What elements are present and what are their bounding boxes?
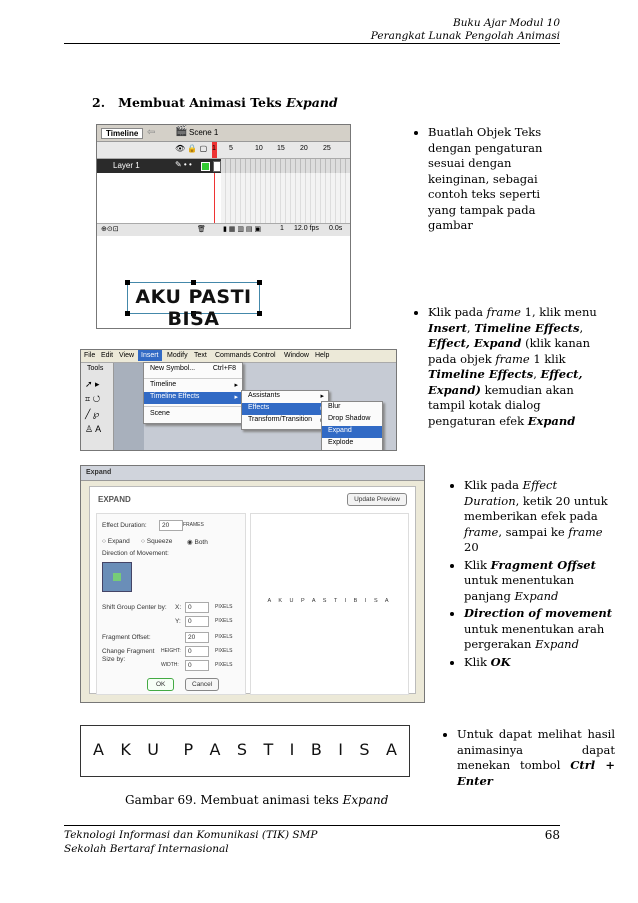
playhead-line — [214, 173, 215, 223]
tools-label: Tools — [87, 365, 104, 372]
tool-icons[interactable]: ➚ ▸ ⌗ ↺ ╱ ℘ ♙ A — [85, 379, 102, 434]
y-input[interactable]: 0 — [185, 616, 209, 627]
insert-menu — [143, 362, 243, 424]
tick-20: 20 — [300, 145, 308, 152]
status-time: 0.0s — [329, 225, 343, 232]
offset-label: Fragment Offset: — [102, 634, 151, 641]
timeline-status-bar — [97, 223, 350, 236]
letter: A — [209, 740, 221, 759]
y-label: Y: — [175, 618, 181, 625]
shift-label: Shift Group Center by: — [102, 604, 167, 611]
submenu-arrow-icon: ▸ — [320, 393, 324, 400]
letter: T — [263, 740, 274, 759]
bullet-3d: • Klik OK — [464, 655, 614, 671]
x-label: X: — [175, 604, 182, 611]
insert-scene[interactable] — [144, 409, 242, 421]
footer-line2: Sekolah Bertaraf Internasional — [64, 843, 229, 855]
direction-center[interactable] — [113, 573, 121, 581]
effect-blur[interactable]: Blur — [328, 403, 341, 410]
layer-row[interactable] — [97, 159, 350, 173]
width-input[interactable]: 0 — [185, 660, 209, 671]
bullet-4: • Untuk dapat melihat hasil animasinya dapat menekan tombol Ctrl + Enter — [457, 727, 615, 789]
menu-text[interactable]: Text — [194, 352, 207, 359]
preview-text: A K U P A S T I B I S A — [267, 598, 392, 604]
stage-strip — [114, 363, 144, 450]
outline-box[interactable] — [201, 162, 210, 171]
pencil-icon: ✎ • • — [175, 160, 192, 169]
effect-expand[interactable]: Expand — [322, 426, 382, 438]
timeline-effects-label: Timeline Effects — [150, 393, 200, 400]
new-symbol-shortcut: Ctrl+F8 — [212, 365, 236, 372]
offset-input[interactable]: 20 — [185, 632, 209, 643]
footer — [64, 828, 317, 856]
text-bounding-box[interactable] — [127, 282, 260, 329]
letter: S — [236, 740, 248, 759]
result-screenshot — [80, 725, 410, 777]
radio-both[interactable]: ◉ Both — [187, 539, 208, 546]
keyframe[interactable] — [213, 161, 221, 172]
menu-commands[interactable]: Commands — [215, 352, 251, 359]
timeline-label: Timeline — [150, 381, 177, 388]
dialog-window-title: Expand — [86, 469, 112, 476]
bullet-list-2 — [408, 305, 608, 435]
letter: K — [120, 740, 131, 759]
y-unit: PIXELS — [215, 618, 233, 624]
cancel-button[interactable]: Cancel — [185, 678, 219, 691]
x-unit: PIXELS — [215, 604, 233, 610]
update-preview-button[interactable]: Update Preview — [347, 493, 407, 506]
letter: P — [183, 740, 194, 759]
section-title — [92, 95, 338, 110]
bullet-list-1 — [408, 125, 568, 240]
timeline-tabbar — [97, 125, 350, 142]
offset-unit: PIXELS — [215, 634, 233, 640]
timeline-screenshot — [96, 124, 351, 329]
footer-rule — [64, 825, 560, 826]
section-title-text: Membuat Animasi Teks — [118, 95, 282, 110]
settings-panel — [96, 513, 246, 695]
duration-input[interactable]: 20 — [159, 520, 183, 531]
bullet-2: • Klik pada frame 1, klik menu Insert, Timeline Effects, Effect, Expand (klik kanan pada objek frame 1 klik Timeline Effects, Effect, Expand) kemudian akan tampil kotak dialog pengaturan efek Expand — [428, 305, 608, 429]
scene-label[interactable]: Scene 1 — [189, 128, 219, 137]
frame-ruler — [97, 142, 350, 159]
effect-drop-shadow[interactable]: Drop Shadow — [328, 415, 371, 422]
assistants-label: Assistants — [248, 392, 280, 399]
section-title-em: Expand — [286, 95, 338, 110]
submenu-arrow-icon: ▸ — [234, 394, 238, 401]
caption-em: Expand — [342, 793, 389, 807]
effects-menu — [241, 390, 329, 430]
menu-effects[interactable] — [242, 403, 328, 415]
eye-lock-icons[interactable]: 👁 🔒 ▢ — [175, 144, 208, 153]
height-unit: PIXELS — [215, 648, 233, 654]
effects-label: Effects — [248, 404, 270, 411]
dialog-titlebar — [81, 466, 424, 481]
tick-10: 10 — [255, 145, 263, 152]
tick-5: 5 — [229, 145, 233, 152]
layer-label[interactable]: Layer 1 — [113, 161, 140, 170]
menu-edit[interactable]: Edit — [101, 352, 114, 359]
section-number: 2. — [92, 95, 106, 110]
bullet-3c: • Direction of movement untuk menentukan arah pergerakan Expand — [464, 606, 614, 653]
scene-icon: 🎬 — [175, 126, 188, 137]
handle-tl[interactable] — [125, 280, 130, 285]
tools-panel — [81, 363, 114, 450]
ok-button[interactable]: OK — [147, 678, 174, 691]
x-input[interactable]: 0 — [185, 602, 209, 613]
menu-file[interactable]: File — [84, 352, 96, 359]
bullet-list-3 — [444, 478, 614, 676]
preview-panel — [250, 513, 409, 695]
bullet-3a: • Klik pada Effect Duration, ketik 20 untuk memberikan efek pada frame, sampai ke frame 20 — [464, 478, 614, 556]
frame-cells[interactable] — [221, 159, 350, 173]
header — [371, 17, 560, 43]
layer-tools-icons[interactable]: ⊕⊙⊡ — [101, 226, 119, 233]
letter: S — [359, 740, 370, 759]
letter: I — [289, 740, 295, 759]
duration-label: Effect Duration: — [102, 522, 147, 529]
submenu-arrow-icon: ▸ — [234, 382, 238, 389]
duration-unit: FRAMES — [183, 522, 204, 528]
transform-label: Transform/Transition — [248, 416, 313, 423]
expand-dialog-screenshot — [80, 465, 425, 703]
menu-help[interactable]: Help — [315, 352, 330, 359]
tick-1: 1 — [212, 145, 216, 152]
effects-submenu — [321, 401, 383, 451]
radio-squeeze[interactable]: ○ Squeeze — [141, 538, 173, 545]
handle-tr[interactable] — [257, 280, 262, 285]
status-frame: 1 — [280, 225, 284, 232]
menu-insert[interactable]: Insert — [138, 350, 162, 361]
menu-modify[interactable]: Modify — [167, 352, 188, 359]
page-number: 68 — [544, 828, 560, 842]
letter: A — [93, 740, 104, 759]
tick-15: 15 — [277, 145, 285, 152]
menu-view[interactable]: View — [119, 352, 135, 359]
menu-screenshot — [80, 349, 397, 451]
menu-assistants[interactable] — [242, 391, 328, 403]
handle-t[interactable] — [191, 280, 196, 285]
result-letters — [93, 740, 397, 759]
empty-frames — [221, 173, 350, 223]
letter: U — [147, 740, 160, 759]
direction-label: Direction of Movement: — [102, 550, 169, 557]
caption-text: Gambar 69. Membuat animasi teks — [125, 793, 343, 807]
new-symbol-label: New Symbol... — [150, 365, 196, 372]
menu-window[interactable]: Window — [284, 352, 309, 359]
dialog-panel-title: EXPAND — [98, 495, 131, 504]
dialog-body — [89, 486, 416, 694]
insert-timeline-effects[interactable] — [144, 392, 242, 404]
header-rule — [64, 43, 560, 44]
footer-line1: Teknologi Informasi dan Komunikasi (TIK) SMP — [64, 829, 318, 841]
letter: A — [385, 740, 397, 759]
letter: B — [310, 740, 322, 759]
effect-explode[interactable]: Explode — [328, 439, 354, 446]
header-line2: Perangkat Lunak Pengolah Animasi — [370, 30, 560, 42]
direction-grid[interactable] — [102, 562, 132, 592]
height-label: HEIGHT: — [161, 648, 181, 654]
insert-new-symbol[interactable] — [144, 363, 242, 377]
width-label: WIDTH: — [161, 662, 179, 668]
radio-expand[interactable]: ○ Expand — [102, 538, 130, 545]
tick-25: 25 — [323, 145, 331, 152]
height-input[interactable]: 0 — [185, 646, 209, 657]
insert-timeline[interactable] — [144, 380, 242, 392]
bullet-3b: • Klik Fragment Offset untuk menentukan panjang Expand — [464, 558, 614, 605]
bullet-1: • Buatlah Objek Teks dengan pengaturan sesuai dengan keinginan, sebagai contoh teks seperti yang tampak pada gambar — [428, 125, 568, 234]
trash-icon[interactable]: 🗑 — [197, 226, 206, 233]
status-fps: 12.0 fps — [294, 225, 319, 232]
change-label: Change Fragment Size by: — [102, 648, 155, 663]
timeline-tab[interactable]: Timeline — [101, 128, 143, 139]
bullet-list-4 — [437, 727, 615, 795]
menu-control[interactable]: Control — [253, 352, 276, 359]
letter: I — [338, 740, 343, 759]
scene-menu-label: Scene — [150, 410, 170, 417]
onion-icons[interactable]: ▮ ▦ ▥ ▤ ▣ — [223, 226, 262, 233]
stage-text[interactable]: AKU PASTI BISA — [135, 286, 252, 329]
menu-transform[interactable] — [242, 415, 328, 427]
figure-caption — [125, 793, 388, 807]
width-unit: PIXELS — [215, 662, 233, 668]
back-arrow-icon[interactable]: ⇦ — [147, 127, 156, 138]
header-line1: Buku Ajar Modul 10 — [452, 17, 560, 29]
